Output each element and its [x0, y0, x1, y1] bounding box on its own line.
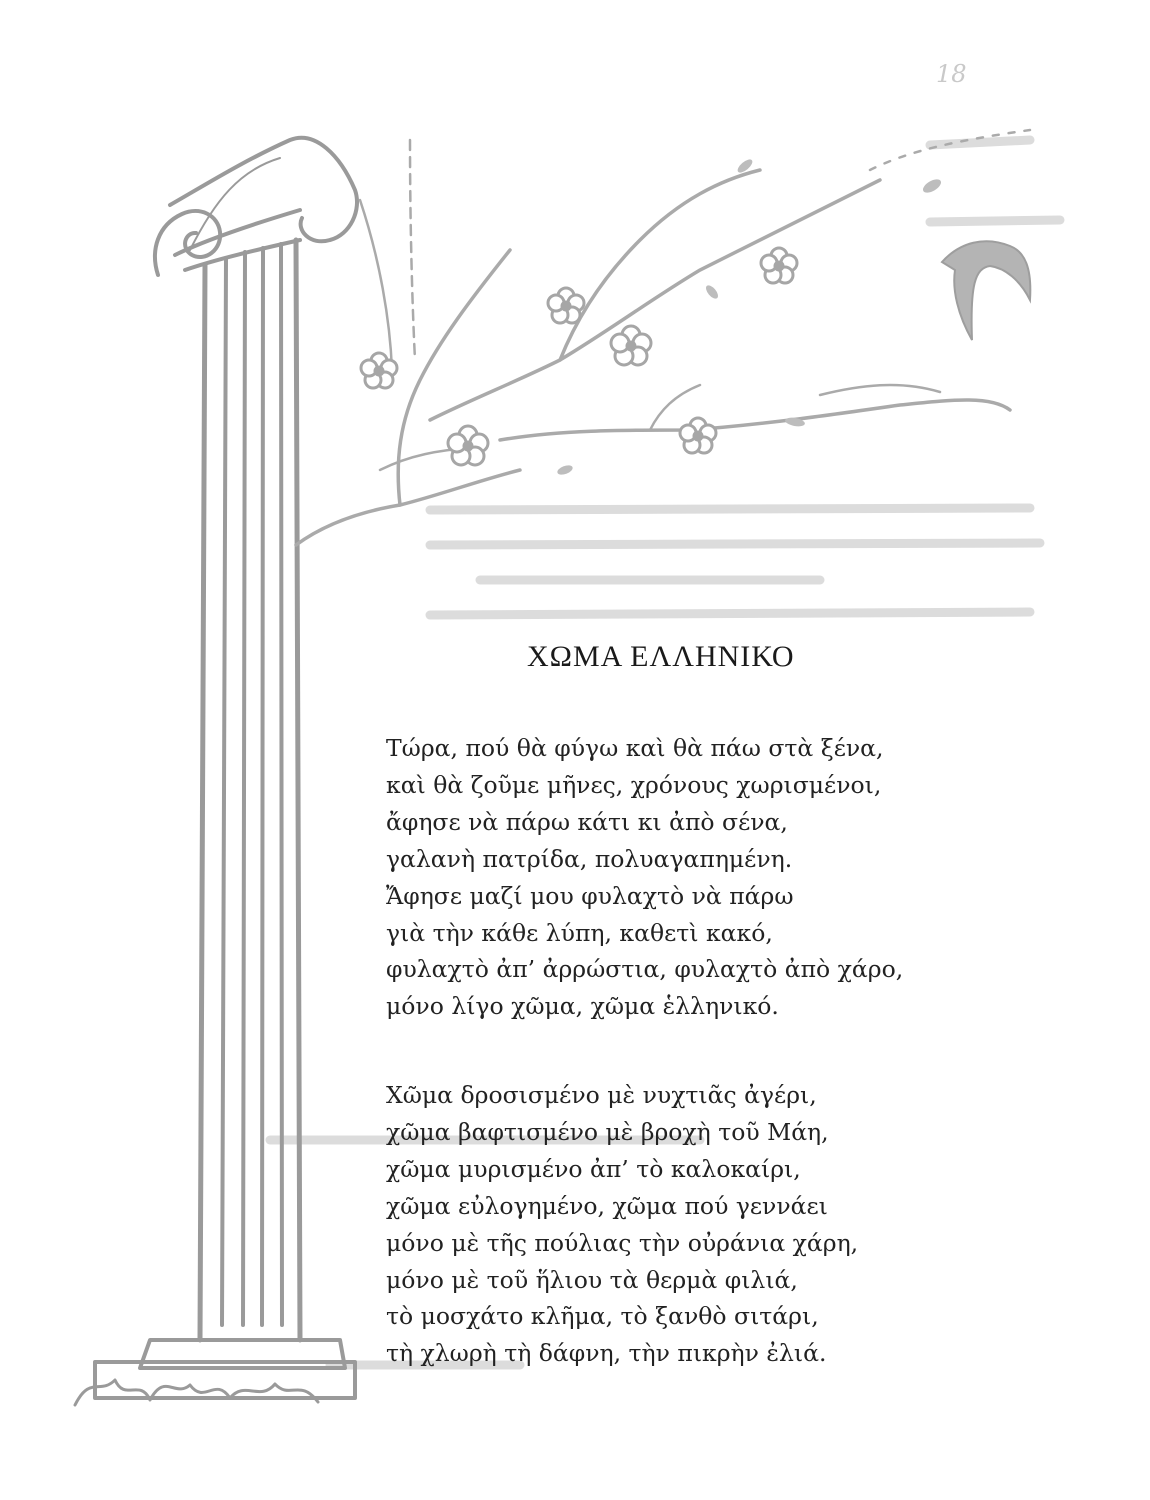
branch-leaves	[556, 157, 943, 476]
swallow-bird	[942, 241, 1030, 340]
poem-stanza-1	[386, 730, 903, 1025]
poem-line: χῶμα βαφτισμένο μὲ βροχὴ τοῦ Μάη,	[386, 1117, 829, 1146]
poem-line: μόνο λίγο χῶμα, χῶμα ἑλληνικό.	[386, 992, 779, 1021]
poem-line: γαλανὴ πατρίδα, πολυαγαπημένη.	[386, 844, 793, 873]
poem-line: καὶ θὰ ζοῦμε μῆνες, χρόνους χωρισμένοι,	[386, 770, 882, 799]
poem-line: τὴ χλωρὴ τὴ δάφνη, τὴν πικρὴν ἐλιά.	[386, 1339, 827, 1368]
blossoming-branch	[296, 130, 1030, 545]
poem-line: φυλαχτὸ ἀπ’ ἀρρώστια, φυλαχτὸ ἀπὸ χάρο,	[386, 955, 904, 984]
poem-line: Ἄφησε μαζί μου φυλαχτὸ νὰ πάρω	[386, 881, 794, 910]
poem-line: Τώρα, πού θὰ φύγω καὶ θὰ πάω στὰ ξένα,	[386, 734, 884, 762]
poem-line: ἄφησε νὰ πάρω κάτι κι ἀπὸ σένα,	[386, 807, 788, 836]
page-number: 18	[936, 60, 967, 88]
poem-line: γιὰ τὴν κάθε λύπη, καθετὶ κακό,	[386, 918, 773, 947]
poem-line: μόνο μὲ τοῦ ἥλιου τὰ θερμὰ φιλιά,	[386, 1265, 798, 1294]
ionic-column	[75, 138, 357, 1405]
poem-line: χῶμα μυρισμένο ἀπ’ τὸ καλοκαίρι,	[386, 1154, 801, 1183]
poem-title: ΧΩΜΑ ΕΛΛΗΝΙΚΟ	[527, 640, 795, 673]
poem-line: μόνο μὲ τῆς πούλιας τὴν οὐράνια χάρη,	[386, 1228, 859, 1257]
poem-line: χῶμα εὐλογημένο, χῶμα πού γεννάει	[386, 1191, 828, 1220]
poem-line: Χῶμα δροσισμένο μὲ νυχτιᾶς ἀγέρι,	[386, 1081, 817, 1109]
poem-line: τὸ μοσχάτο κλῆμα, τὸ ξανθὸ σιτάρι,	[386, 1302, 819, 1331]
poem-stanza-2	[386, 1077, 858, 1372]
